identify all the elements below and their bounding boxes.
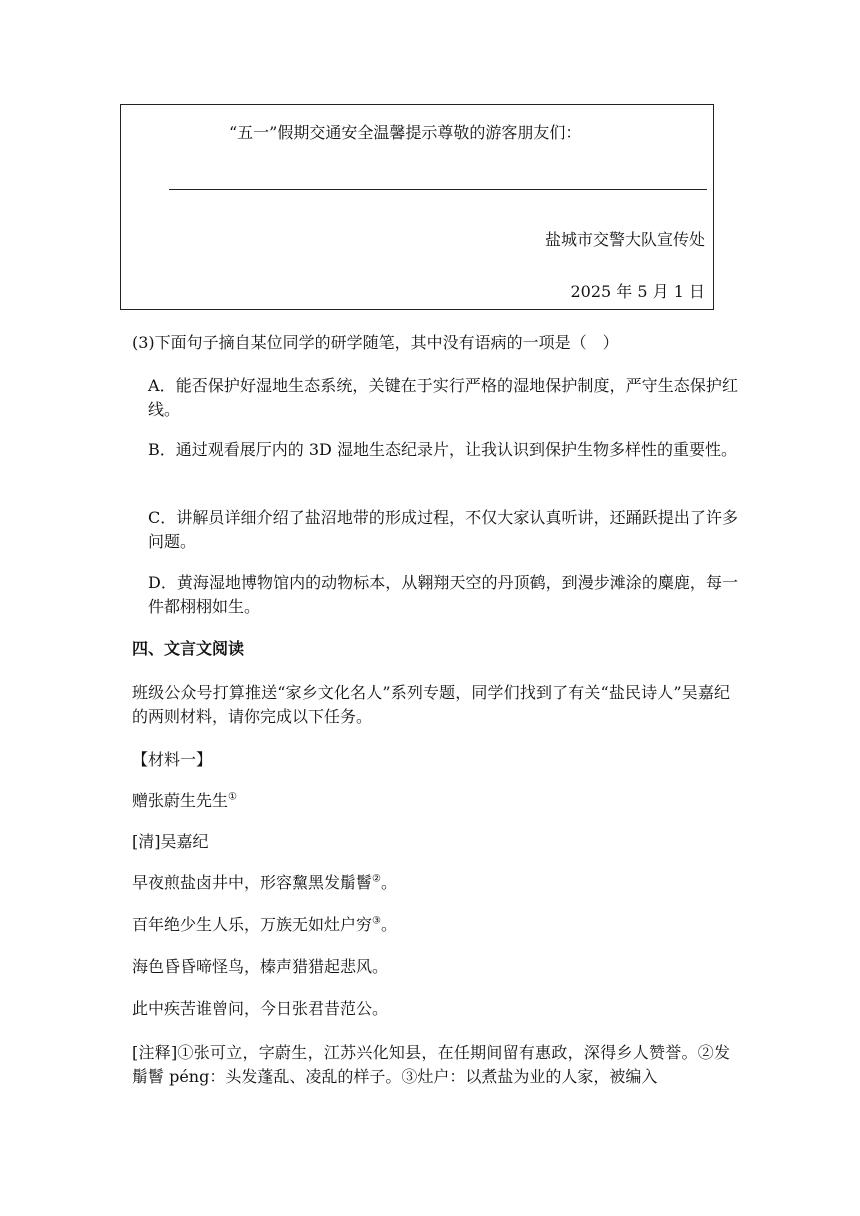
poem-line-text: 百年绝少生人乐，万族无如灶户穷 [132, 915, 373, 934]
option-c: C．讲解员详细介绍了盐沼地带的形成过程，不仅大家认真听讲，还踊跃提出了许多问题。 [148, 508, 738, 551]
poem-title [132, 789, 237, 813]
notice-date: 2025 年 5 月 1 日 [570, 282, 705, 301]
poem-line-1 [132, 871, 397, 895]
poem-title-note: ① [228, 791, 237, 803]
answer-line [169, 189, 707, 190]
poem-line-3: 海色昏昏啼怪鸟，榛声猎猎起悲风。 [132, 957, 389, 976]
option-a: A．能否保护好湿地生态系统，关键在于实行严格的湿地保护制度，严守生态保护红线。 [148, 376, 738, 419]
notice-signer: 盐城市交警大队宣传处 [544, 230, 705, 249]
poem-line-4: 此中疾苦谁曾问，今日张君昔范公。 [132, 999, 389, 1018]
poem-line-note: ③ [372, 915, 381, 927]
option-d: D．黄海湿地博物馆内的动物标本，从翱翔天空的丹顶鹤，到漫步滩涂的麋鹿，每一件都栩栩如生。 [148, 573, 738, 616]
poem-line-note: ② [372, 873, 381, 885]
notice-box [120, 104, 714, 310]
poem-notes: [注释]①张可立，字蔚生，江苏兴化知县，在任期间留有惠政，深得乡人赞誉。②发鬅鬙 péng：头发蓬乱、凌乱的样子。③灶户：以煮盐为业的人家，被编入 [132, 1043, 730, 1086]
poem-line-text: 早夜煎盐卤井中，形容黧黑发鬅鬙 [132, 873, 373, 892]
poem-line-end: 。 [380, 873, 397, 892]
poem-line-2 [132, 913, 397, 937]
poem-title-text: 赠张蔚生先生 [132, 791, 229, 810]
notice-title: “五一”假期交通安全温馨提示尊敬的游客朋友们： [229, 123, 582, 142]
poem-author: [清]吴嘉纪 [132, 832, 209, 851]
section-heading: 四、文言文阅读 [132, 639, 245, 658]
option-b: B．通过观看展厅内的 3D 湿地生态纪录片，让我认识到保护生物多样性的重要性。 [148, 440, 737, 459]
material-label: 【材料一】 [132, 750, 213, 769]
section-intro: 班级公众号打算推送“家乡文化名人”系列专题，同学们找到了有关“盐民诗人”吴嘉纪的两则材料，请你完成以下任务。 [132, 683, 730, 726]
poem-line-end: 。 [380, 915, 397, 934]
question-stem: (3)下面句子摘自某位同学的研学随笔，其中没有语病的一项是（ ） [132, 333, 619, 352]
